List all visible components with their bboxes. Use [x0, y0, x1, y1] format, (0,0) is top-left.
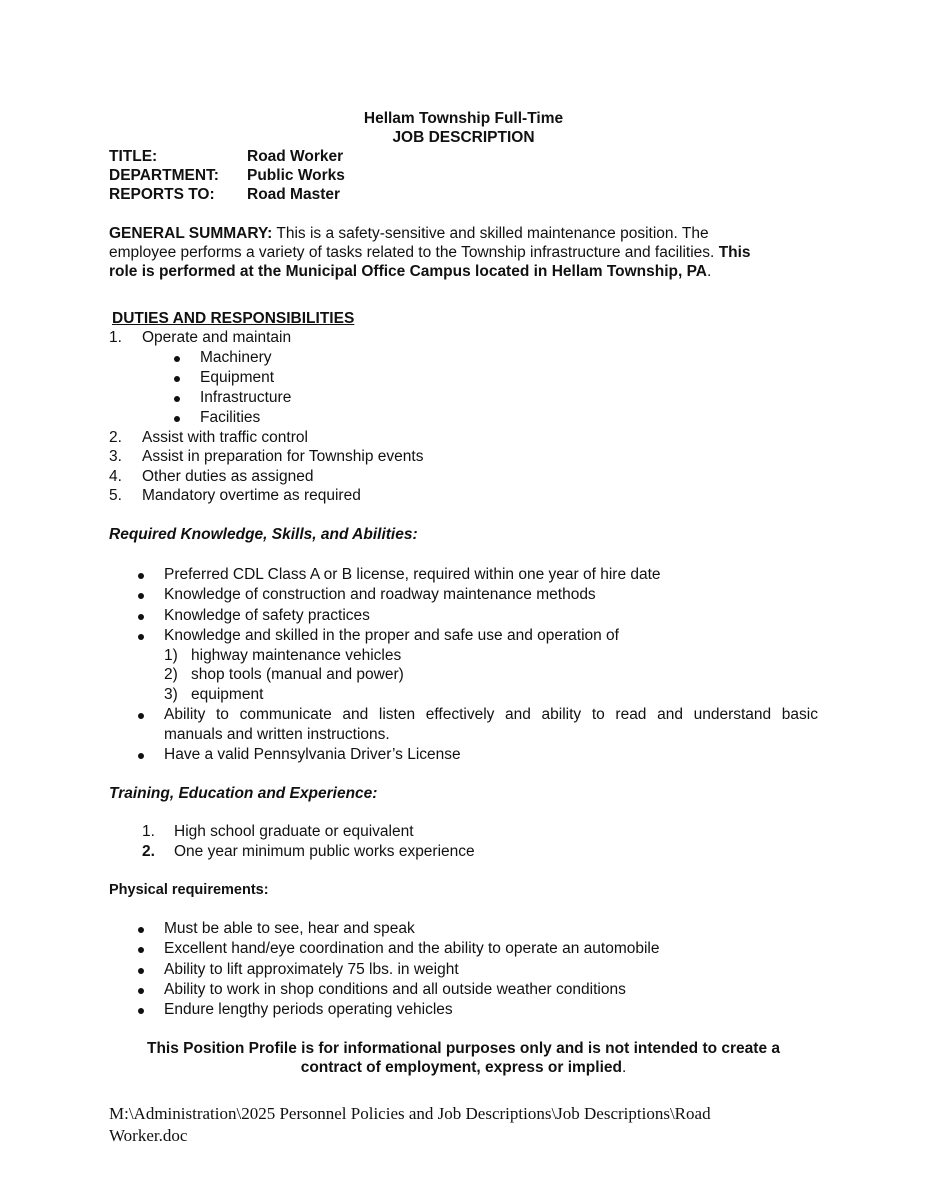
- disclaimer-text-2: contract of employment, express or implied: [300, 1059, 622, 1076]
- training-heading: Training, Education and Experience:: [109, 785, 378, 802]
- summary-text-2-bold: This: [718, 244, 751, 261]
- physical-item: Ability to lift approximately 75 lbs. in weight: [164, 961, 459, 978]
- bullet-icon: [138, 1008, 144, 1014]
- ksa-heading: Required Knowledge, Skills, and Abilities:: [109, 526, 418, 543]
- duty-num-2: 2.: [109, 429, 122, 446]
- bullet-icon: [174, 376, 180, 382]
- training-item-1: High school graduate or equivalent: [174, 823, 414, 840]
- bullet-icon: [138, 927, 144, 933]
- ksa-bullet: [138, 606, 144, 626]
- file-path-line-1: M:\Administration\2025 Personnel Policies and Job Descriptions\Job Descriptions\Road: [109, 1104, 711, 1123]
- duty-sub-bullet: [174, 348, 180, 368]
- ksa-license: Have a valid Pennsylvania Driver’s License: [164, 746, 461, 763]
- duty-text-1: Operate and maintain: [142, 329, 292, 346]
- ksa-item: Knowledge of construction and roadway maintenance methods: [164, 586, 596, 603]
- ksa-bullet: [138, 745, 144, 765]
- ksa-item: Preferred CDL Class A or B license, required within one year of hire date: [164, 566, 661, 583]
- duty-text-3: Assist in preparation for Township events: [142, 448, 424, 465]
- meta-label-department: DEPARTMENT:: [109, 167, 219, 184]
- meta-value-department: Public Works: [247, 167, 345, 184]
- bullet-icon: [138, 753, 144, 759]
- bullet-icon: [138, 593, 144, 599]
- physical-bullet: [138, 1000, 144, 1020]
- ksa-sub-item: highway maintenance vehicles: [191, 647, 402, 664]
- summary-line-2: [109, 243, 751, 263]
- training-item-2: One year minimum public works experience: [174, 843, 475, 860]
- bullet-icon: [138, 573, 144, 579]
- duty-sub-item: Infrastructure: [200, 389, 292, 406]
- ksa-sub-num: 3): [164, 686, 178, 703]
- physical-bullet: [138, 919, 144, 939]
- duty-text-2: Assist with traffic control: [142, 429, 308, 446]
- ksa-communicate-line-1: Ability to communicate and listen effectively and ability to read and understand basic: [164, 706, 818, 723]
- physical-bullet: [138, 939, 144, 959]
- duty-sub-item: Machinery: [200, 349, 272, 366]
- bullet-icon: [138, 968, 144, 974]
- summary-text-3: role is performed at the Municipal Office Campus located in Hellam Township, PA: [109, 263, 707, 280]
- ksa-bullet: [138, 705, 144, 725]
- summary-text-2: employee performs a variety of tasks related to the Township infrastructure and facilities.: [109, 244, 715, 261]
- physical-item: Endure lengthy periods operating vehicles: [164, 1001, 453, 1018]
- ksa-item: Knowledge and skilled in the proper and safe use and operation of: [164, 627, 619, 644]
- physical-bullet: [138, 960, 144, 980]
- disclaimer-line-2: [0, 1058, 927, 1078]
- meta-value-title: Road Worker: [247, 148, 344, 165]
- bullet-icon: [174, 416, 180, 422]
- document-title: Hellam Township Full-Time: [363, 110, 564, 127]
- duty-sub-item: Facilities: [200, 409, 261, 426]
- physical-item: Excellent hand/eye coordination and the ability to operate an automobile: [164, 940, 660, 957]
- summary-text-1: This is a safety-sensitive and skilled maintenance position. The: [276, 225, 709, 242]
- duty-num-4: 4.: [109, 468, 122, 485]
- bullet-icon: [138, 634, 144, 640]
- bullet-icon: [138, 713, 144, 719]
- bullet-icon: [138, 988, 144, 994]
- training-num-2: 2.: [142, 843, 155, 860]
- duty-num-1: 1.: [109, 329, 122, 346]
- ksa-sub-num: 2): [164, 666, 178, 683]
- ksa-bullet: [138, 565, 144, 585]
- bullet-icon: [138, 947, 144, 953]
- duty-sub-bullet: [174, 368, 180, 388]
- ksa-bullet: [138, 626, 144, 646]
- ksa-sub-num: 1): [164, 647, 178, 664]
- ksa-communicate-line-2: manuals and written instructions.: [164, 726, 390, 743]
- ksa-bullet: [138, 585, 144, 605]
- disclaimer-text-2-end: .: [621, 1059, 627, 1076]
- summary-label: GENERAL SUMMARY:: [109, 225, 273, 242]
- duty-text-5: Mandatory overtime as required: [142, 487, 361, 504]
- summary-line-1: [109, 224, 709, 244]
- duty-sub-bullet: [174, 388, 180, 408]
- duty-num-5: 5.: [109, 487, 122, 504]
- meta-label-title: TITLE:: [109, 148, 158, 165]
- duty-sub-item: Equipment: [200, 369, 275, 386]
- duty-sub-bullet: [174, 408, 180, 428]
- ksa-sub-item: equipment: [191, 686, 264, 703]
- summary-line-3: [109, 262, 711, 282]
- meta-label-reports-to: REPORTS TO:: [109, 186, 215, 203]
- training-num-1: 1.: [142, 823, 155, 840]
- physical-bullet: [138, 980, 144, 1000]
- ksa-sub-item: shop tools (manual and power): [191, 666, 404, 683]
- duty-num-3: 3.: [109, 448, 122, 465]
- document-subtitle: JOB DESCRIPTION: [392, 129, 535, 146]
- physical-heading: Physical requirements:: [109, 882, 269, 898]
- physical-item: Ability to work in shop conditions and all outside weather conditions: [164, 981, 626, 998]
- physical-item: Must be able to see, hear and speak: [164, 920, 415, 937]
- file-path-line-2: Worker.doc: [109, 1126, 188, 1145]
- summary-text-3-end: .: [707, 263, 712, 280]
- bullet-icon: [174, 356, 180, 362]
- meta-value-reports-to: Road Master: [247, 186, 341, 203]
- disclaimer-line-1: This Position Profile is for informational purposes only and is not intended to create a: [147, 1040, 780, 1057]
- bullet-icon: [138, 614, 144, 620]
- duty-text-4: Other duties as assigned: [142, 468, 314, 485]
- bullet-icon: [174, 396, 180, 402]
- ksa-item: Knowledge of safety practices: [164, 607, 370, 624]
- duties-heading: DUTIES AND RESPONSIBILITIES: [112, 310, 355, 327]
